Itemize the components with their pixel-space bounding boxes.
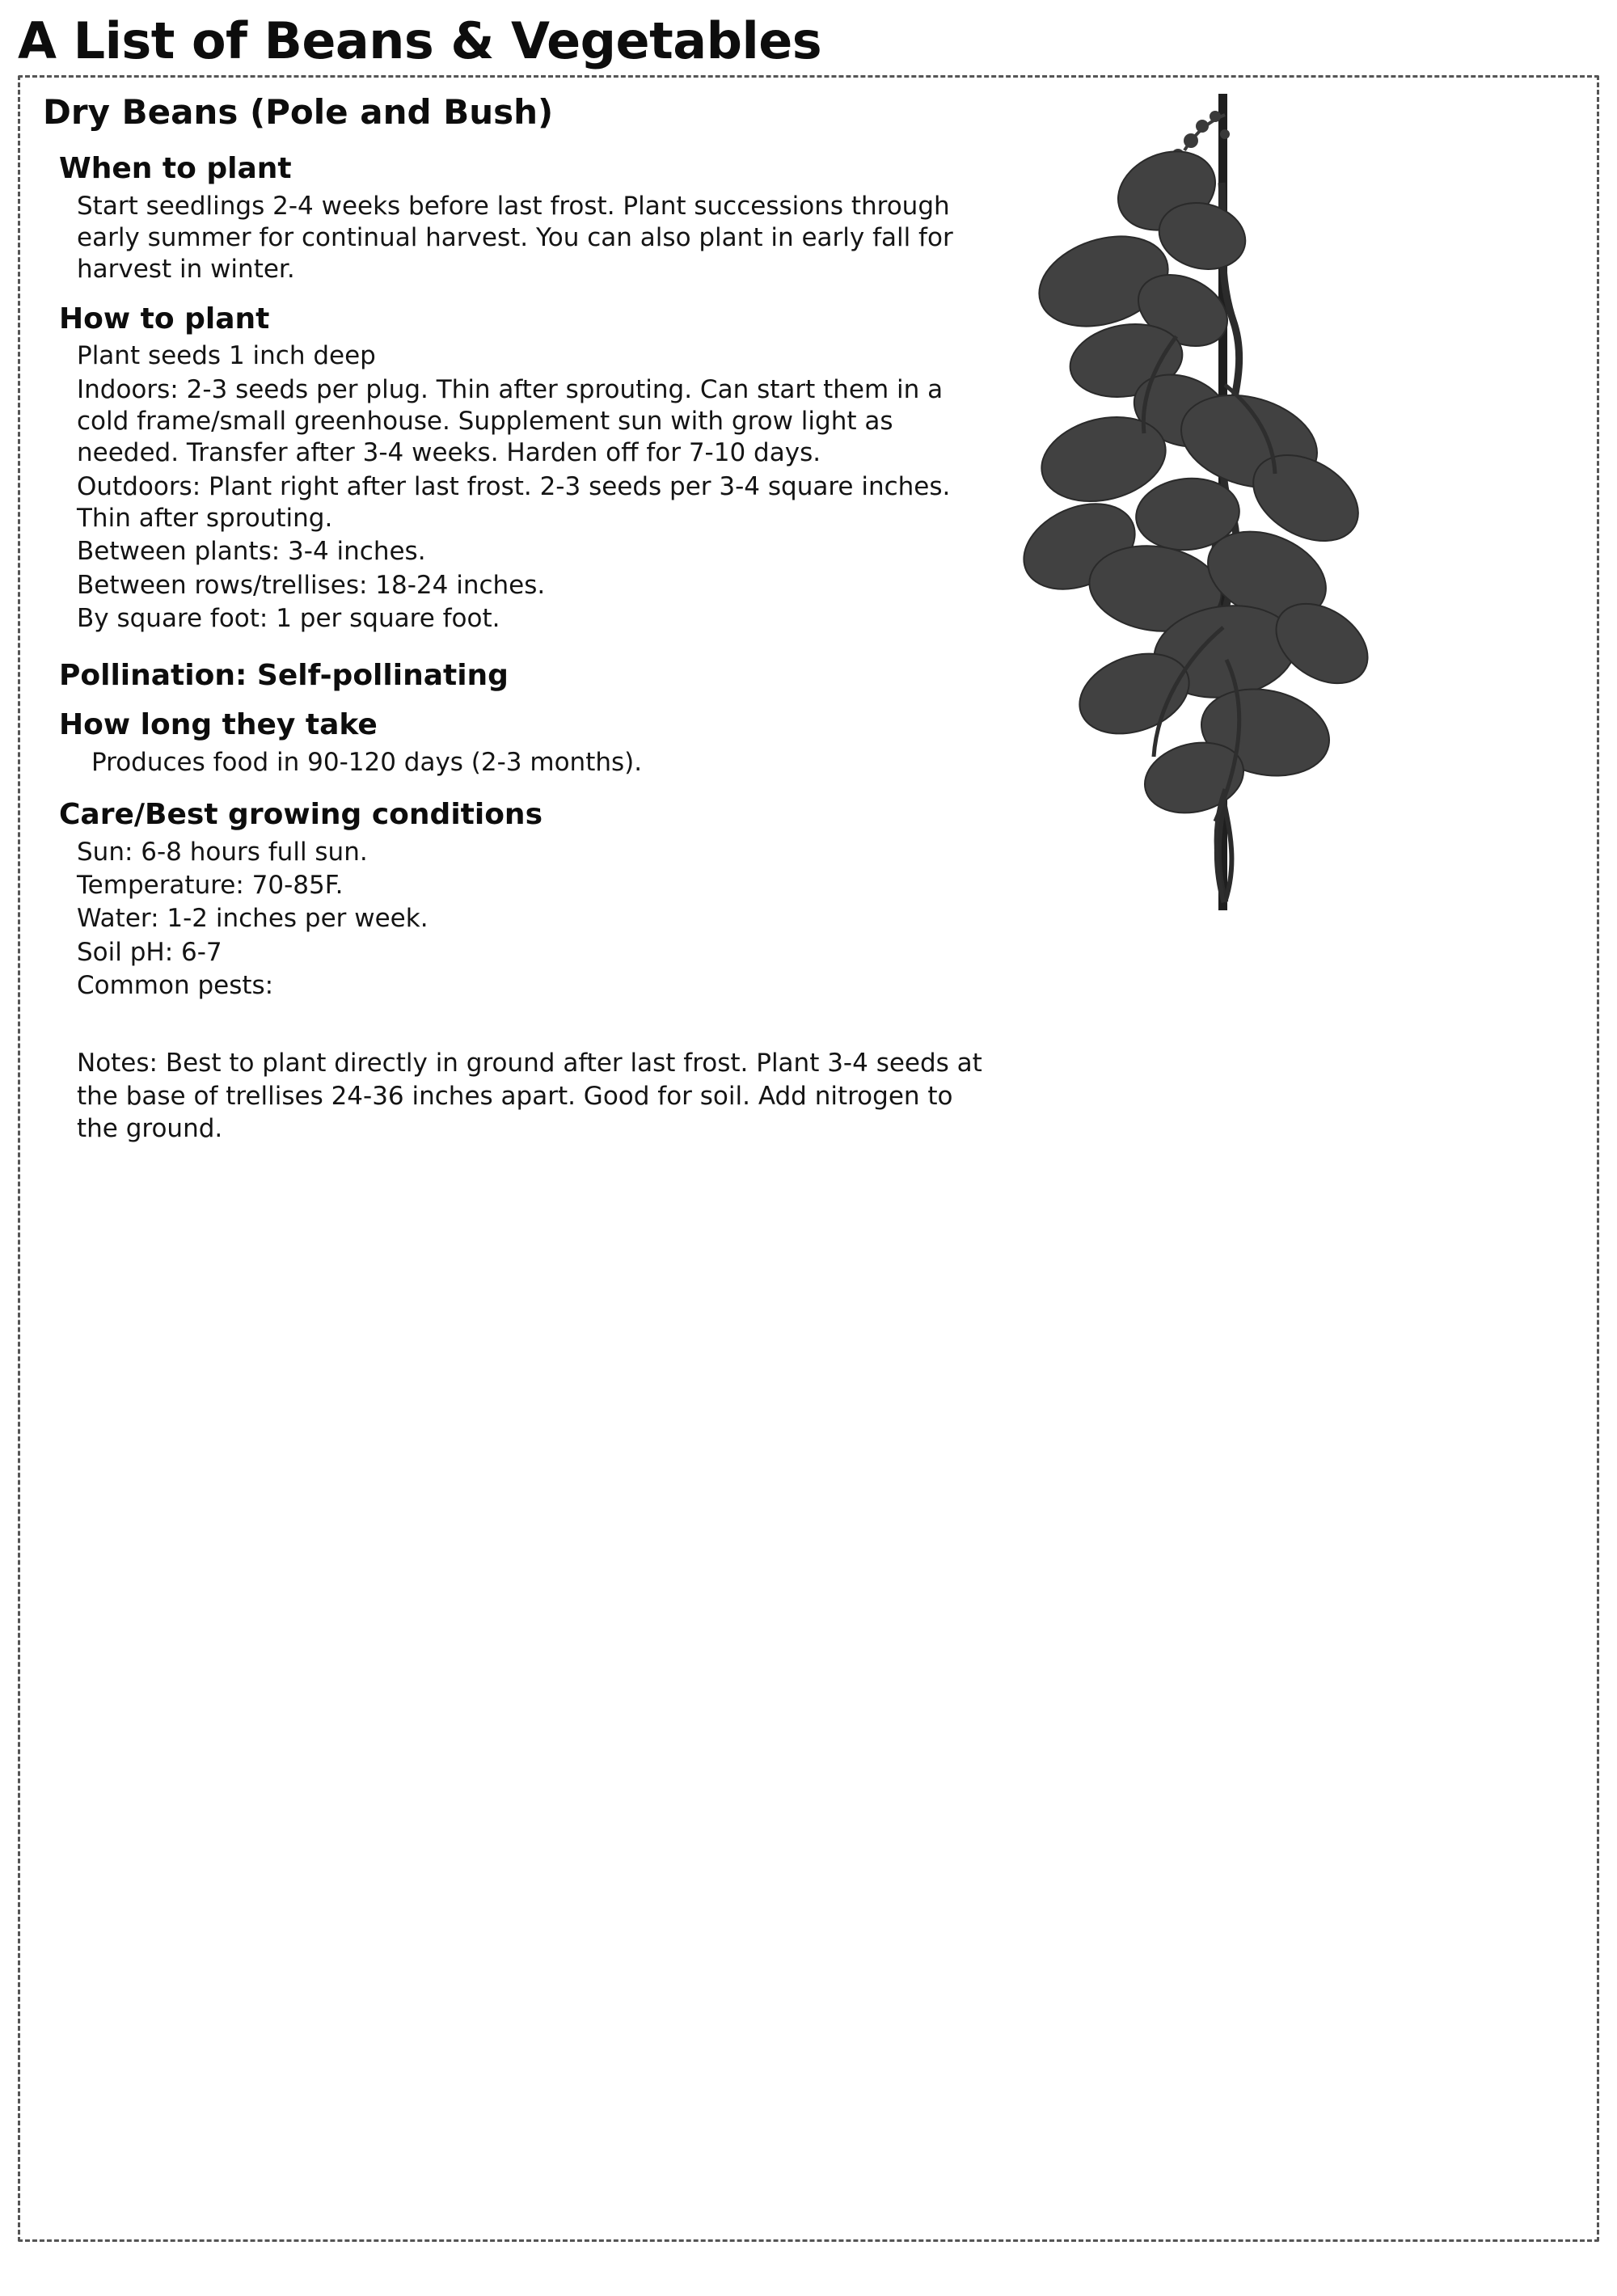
when-to-plant-paragraph: Start seedlings 2-4 weeks before last frost. Plant successions through early summer for continual harvest. You can also plant in early fall for harvest in winter. (77, 191, 953, 285)
care-line: Water: 1-2 inches per week. (77, 904, 429, 934)
section-title: Dry Beans (Pole and Bush) (43, 92, 554, 133)
page-title: A List of Beans & Vegetables (18, 11, 822, 70)
how-to-plant-line: Plant seeds 1 inch deep (77, 341, 376, 371)
how-to-plant-line: Between plants: 3-4 inches. (77, 537, 426, 567)
section-dry-beans (18, 75, 1599, 2242)
care-line: Sun: 6-8 hours full sun. (77, 837, 368, 867)
section-content (41, 152, 995, 1145)
heading-when-to-plant: When to plant (59, 152, 292, 186)
how-to-plant-line: Between rows/trellises: 18-24 inches. (77, 570, 546, 600)
heading-care: Care/Best growing conditions (59, 798, 543, 832)
when-to-plant-text (77, 191, 966, 286)
how-to-plant-line: By square foot: 1 per square foot. (77, 604, 500, 634)
how-long-text (91, 747, 981, 779)
heading-how-to-plant: How to plant (59, 302, 270, 336)
pole-bean-plant-illustration (982, 94, 1573, 1048)
care-text (77, 837, 966, 1002)
notes-text (77, 1047, 982, 1145)
notes-paragraph: Notes: Best to plant directly in ground after last frost. Plant 3-4 seeds at the base of trellises 24-36 inches apart. Good for soil. Add nitrogen to the ground. (77, 1049, 982, 1143)
care-line: Common pests: (77, 970, 274, 1000)
document-page (0, 11, 1617, 2296)
heading-pollination: Pollination: Self-pollinating (59, 659, 509, 693)
care-line: Temperature: 70-85F. (77, 870, 344, 900)
care-line: Soil pH: 6-7 (77, 937, 222, 967)
heading-how-long: How long they take (59, 708, 378, 742)
how-to-plant-line: Indoors: 2-3 seeds per plug. Thin after sprouting. Can start them in a cold frame/small greenhouse. Supplement sun with grow light as needed. Transfer after 3-4 weeks. Harden off for 7-10 days. (77, 374, 944, 468)
how-to-plant-line: Outdoors: Plant right after last frost. 2-3 seeds per 3-4 square inches. Thin after sprouting. (77, 471, 951, 533)
how-to-plant-text (77, 340, 966, 635)
how-long-paragraph: Produces food in 90-120 days (2-3 months). (91, 747, 643, 777)
